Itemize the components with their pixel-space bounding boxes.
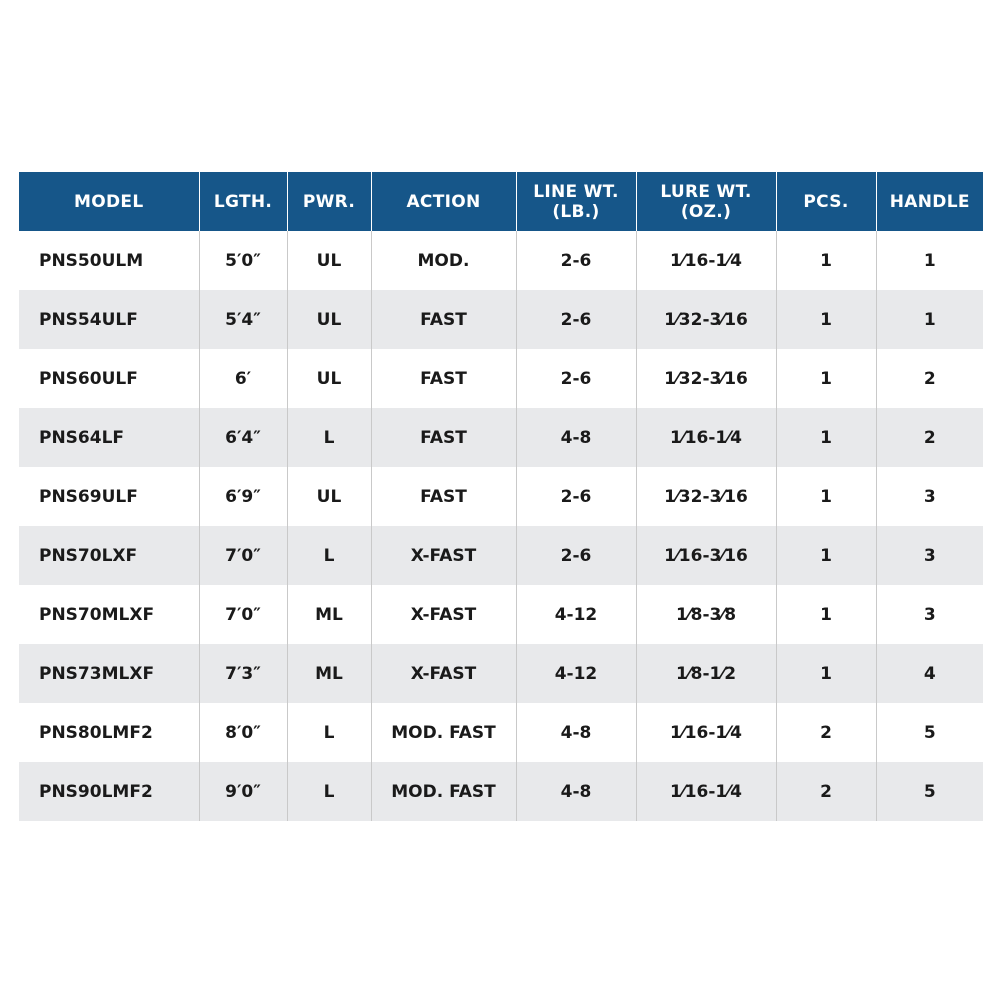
cell-line-weight: 4-12 xyxy=(516,644,636,703)
cell-power: ML xyxy=(287,585,371,644)
cell-model: PNS50ULM xyxy=(19,231,199,290)
cell-power: UL xyxy=(287,467,371,526)
table-row xyxy=(19,467,983,526)
cell-model: PNS69ULF xyxy=(19,467,199,526)
cell-power: L xyxy=(287,526,371,585)
table-row xyxy=(19,349,983,408)
cell-length: 7′0″ xyxy=(199,526,287,585)
cell-action: FAST xyxy=(371,408,516,467)
cell-line-weight: 2-6 xyxy=(516,231,636,290)
header-model: MODEL xyxy=(19,172,199,231)
cell-handle: 5 xyxy=(876,762,983,821)
cell-action: X-FAST xyxy=(371,526,516,585)
cell-length: 7′3″ xyxy=(199,644,287,703)
cell-handle: 1 xyxy=(876,290,983,349)
cell-pieces: 1 xyxy=(776,290,876,349)
cell-power: L xyxy=(287,408,371,467)
cell-power: L xyxy=(287,703,371,762)
table-row xyxy=(19,762,983,821)
rod-spec-table xyxy=(19,172,983,821)
cell-line-weight: 4-8 xyxy=(516,703,636,762)
table-row xyxy=(19,290,983,349)
cell-line-weight: 4-8 xyxy=(516,408,636,467)
cell-model: PNS73MLXF xyxy=(19,644,199,703)
header-pieces: PCS. xyxy=(776,172,876,231)
cell-line-weight: 2-6 xyxy=(516,526,636,585)
cell-handle: 2 xyxy=(876,349,983,408)
cell-line-weight: 4-8 xyxy=(516,762,636,821)
cell-model: PNS54ULF xyxy=(19,290,199,349)
cell-pieces: 2 xyxy=(776,762,876,821)
cell-handle: 3 xyxy=(876,526,983,585)
cell-lure-weight: 1⁄16-3⁄16 xyxy=(636,526,776,585)
header-line-weight: LINE WT. (LB.) xyxy=(516,172,636,231)
cell-length: 6′4″ xyxy=(199,408,287,467)
cell-lure-weight: 1⁄16-1⁄4 xyxy=(636,408,776,467)
cell-handle: 2 xyxy=(876,408,983,467)
cell-length: 7′0″ xyxy=(199,585,287,644)
cell-length: 5′4″ xyxy=(199,290,287,349)
table-row xyxy=(19,526,983,585)
table-row xyxy=(19,703,983,762)
cell-pieces: 1 xyxy=(776,349,876,408)
table-body xyxy=(19,231,983,821)
header-action: ACTION xyxy=(371,172,516,231)
cell-lure-weight: 1⁄32-3⁄16 xyxy=(636,290,776,349)
cell-action: X-FAST xyxy=(371,585,516,644)
header-handle: HANDLE xyxy=(876,172,983,231)
cell-power: UL xyxy=(287,349,371,408)
header-power: PWR. xyxy=(287,172,371,231)
cell-model: PNS70LXF xyxy=(19,526,199,585)
cell-pieces: 2 xyxy=(776,703,876,762)
table-row xyxy=(19,408,983,467)
cell-lure-weight: 1⁄16-1⁄4 xyxy=(636,703,776,762)
cell-model: PNS80LMF2 xyxy=(19,703,199,762)
table-row xyxy=(19,644,983,703)
cell-line-weight: 2-6 xyxy=(516,290,636,349)
cell-model: PNS60ULF xyxy=(19,349,199,408)
cell-action: X-FAST xyxy=(371,644,516,703)
cell-lure-weight: 1⁄32-3⁄16 xyxy=(636,467,776,526)
cell-action: FAST xyxy=(371,467,516,526)
cell-pieces: 1 xyxy=(776,526,876,585)
cell-line-weight: 2-6 xyxy=(516,467,636,526)
cell-power: UL xyxy=(287,231,371,290)
cell-model: PNS90LMF2 xyxy=(19,762,199,821)
cell-lure-weight: 1⁄8-1⁄2 xyxy=(636,644,776,703)
cell-action: FAST xyxy=(371,290,516,349)
cell-handle: 3 xyxy=(876,585,983,644)
cell-model: PNS70MLXF xyxy=(19,585,199,644)
cell-pieces: 1 xyxy=(776,231,876,290)
cell-handle: 3 xyxy=(876,467,983,526)
table-row xyxy=(19,585,983,644)
header-lure-weight: LURE WT. (OZ.) xyxy=(636,172,776,231)
cell-power: ML xyxy=(287,644,371,703)
cell-length: 6′ xyxy=(199,349,287,408)
cell-power: UL xyxy=(287,290,371,349)
cell-action: MOD. FAST xyxy=(371,762,516,821)
cell-lure-weight: 1⁄32-3⁄16 xyxy=(636,349,776,408)
cell-action: FAST xyxy=(371,349,516,408)
cell-lure-weight: 1⁄8-3⁄8 xyxy=(636,585,776,644)
cell-handle: 1 xyxy=(876,231,983,290)
cell-action: MOD. xyxy=(371,231,516,290)
cell-pieces: 1 xyxy=(776,585,876,644)
cell-length: 5′0″ xyxy=(199,231,287,290)
cell-pieces: 1 xyxy=(776,467,876,526)
cell-length: 9′0″ xyxy=(199,762,287,821)
cell-lure-weight: 1⁄16-1⁄4 xyxy=(636,231,776,290)
cell-action: MOD. FAST xyxy=(371,703,516,762)
cell-line-weight: 2-6 xyxy=(516,349,636,408)
header-length: LGTH. xyxy=(199,172,287,231)
cell-lure-weight: 1⁄16-1⁄4 xyxy=(636,762,776,821)
cell-handle: 5 xyxy=(876,703,983,762)
cell-pieces: 1 xyxy=(776,408,876,467)
cell-pieces: 1 xyxy=(776,644,876,703)
cell-length: 8′0″ xyxy=(199,703,287,762)
header-row xyxy=(19,172,983,231)
cell-model: PNS64LF xyxy=(19,408,199,467)
table-row xyxy=(19,231,983,290)
cell-power: L xyxy=(287,762,371,821)
cell-line-weight: 4-12 xyxy=(516,585,636,644)
cell-handle: 4 xyxy=(876,644,983,703)
cell-length: 6′9″ xyxy=(199,467,287,526)
